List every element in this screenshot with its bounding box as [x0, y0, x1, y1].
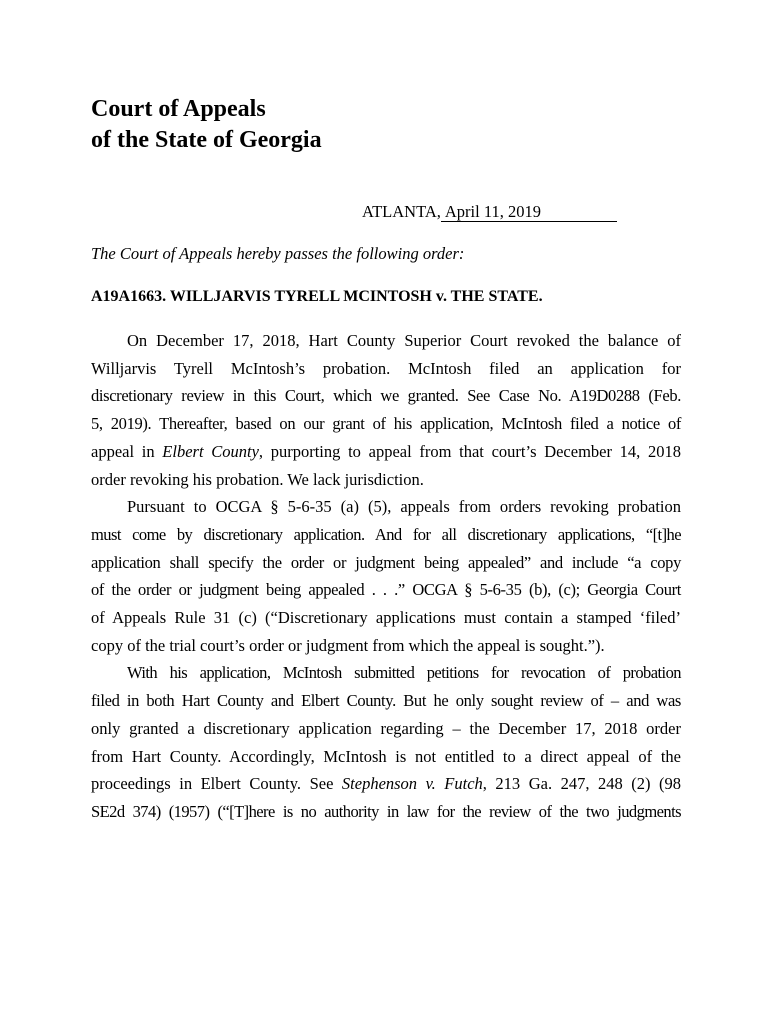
- court-name-heading: [91, 94, 322, 156]
- dateline: [362, 201, 617, 223]
- body-line: copy of the trial court’s order or judgment from which the appeal is sought.”).: [91, 635, 605, 655]
- body-line: of the order or judgment being appealed . . .” OCGA § 5-6-35 (b), (c); Georgia Court: [91, 580, 681, 600]
- body-line: On December 17, 2018, Hart County Superior Court revoked the balance of: [127, 331, 681, 350]
- county-name-italic: Elbert County: [162, 441, 259, 461]
- court-name-line-2: of the State of Georgia: [91, 127, 322, 153]
- body-line: [91, 438, 681, 466]
- body-line: of Appeals Rule 31 (c) (“Discretionary applications must contain a stamped ‘filed’: [91, 608, 681, 628]
- case-citation-italic: Stephenson v. Futch: [341, 774, 483, 794]
- body-line: 5, 2019). Thereafter, based on our grant of his application, McIntosh filed a notice of: [91, 414, 681, 434]
- order-body: [91, 327, 681, 826]
- court-name-line-1: Court of Appeals: [91, 96, 266, 122]
- body-line: filed in both Hart County and Elbert County. But he only sought review of – and was: [91, 691, 681, 711]
- case-caption: A19A1663. WILLJARVIS TYRELL MCINTOSH v. THE STATE.: [91, 288, 543, 305]
- dateline-date: April 11, 2019: [441, 203, 617, 222]
- body-line-text: , 213 Ga. 247, 248 (2) (98: [482, 774, 681, 794]
- body-line: from Hart County. Accordingly, McIntosh is not entitled to a direct appeal of the: [91, 746, 681, 766]
- body-line: SE2d 374) (1957) (“[T]here is no authority in law for the review of the two judgments: [91, 801, 681, 821]
- body-line: discretionary review in this Court, which we granted. See Case No. A19D0288 (Feb.: [91, 386, 681, 406]
- body-line-text: proceedings in Elbert County. See: [91, 774, 342, 794]
- body-line: Pursuant to OCGA § 5-6-35 (a) (5), appeals from orders revoking probation: [127, 497, 681, 517]
- body-line: only granted a discretionary application regarding – the December 17, 2018 order: [91, 718, 681, 738]
- body-line: With his application, McIntosh submitted petitions for revocation of probation: [127, 663, 681, 683]
- body-line: [91, 770, 681, 798]
- body-line: must come by discretionary application. And for all discretionary applications, “[t]he: [91, 524, 681, 544]
- body-line-text: appeal in: [91, 441, 163, 461]
- body-line: order revoking his probation. We lack jurisdiction.: [91, 469, 424, 489]
- body-line: application shall specify the order or judgment being appealed” and include “a copy: [91, 552, 681, 572]
- body-line-text: , purporting to appeal from that court’s December 14, 2018: [258, 441, 682, 461]
- dateline-city: ATLANTA,: [362, 202, 441, 221]
- body-line: Willjarvis Tyrell McIntosh’s probation. McIntosh filed an application for: [91, 358, 681, 378]
- order-intro: The Court of Appeals hereby passes the following order:: [91, 244, 465, 263]
